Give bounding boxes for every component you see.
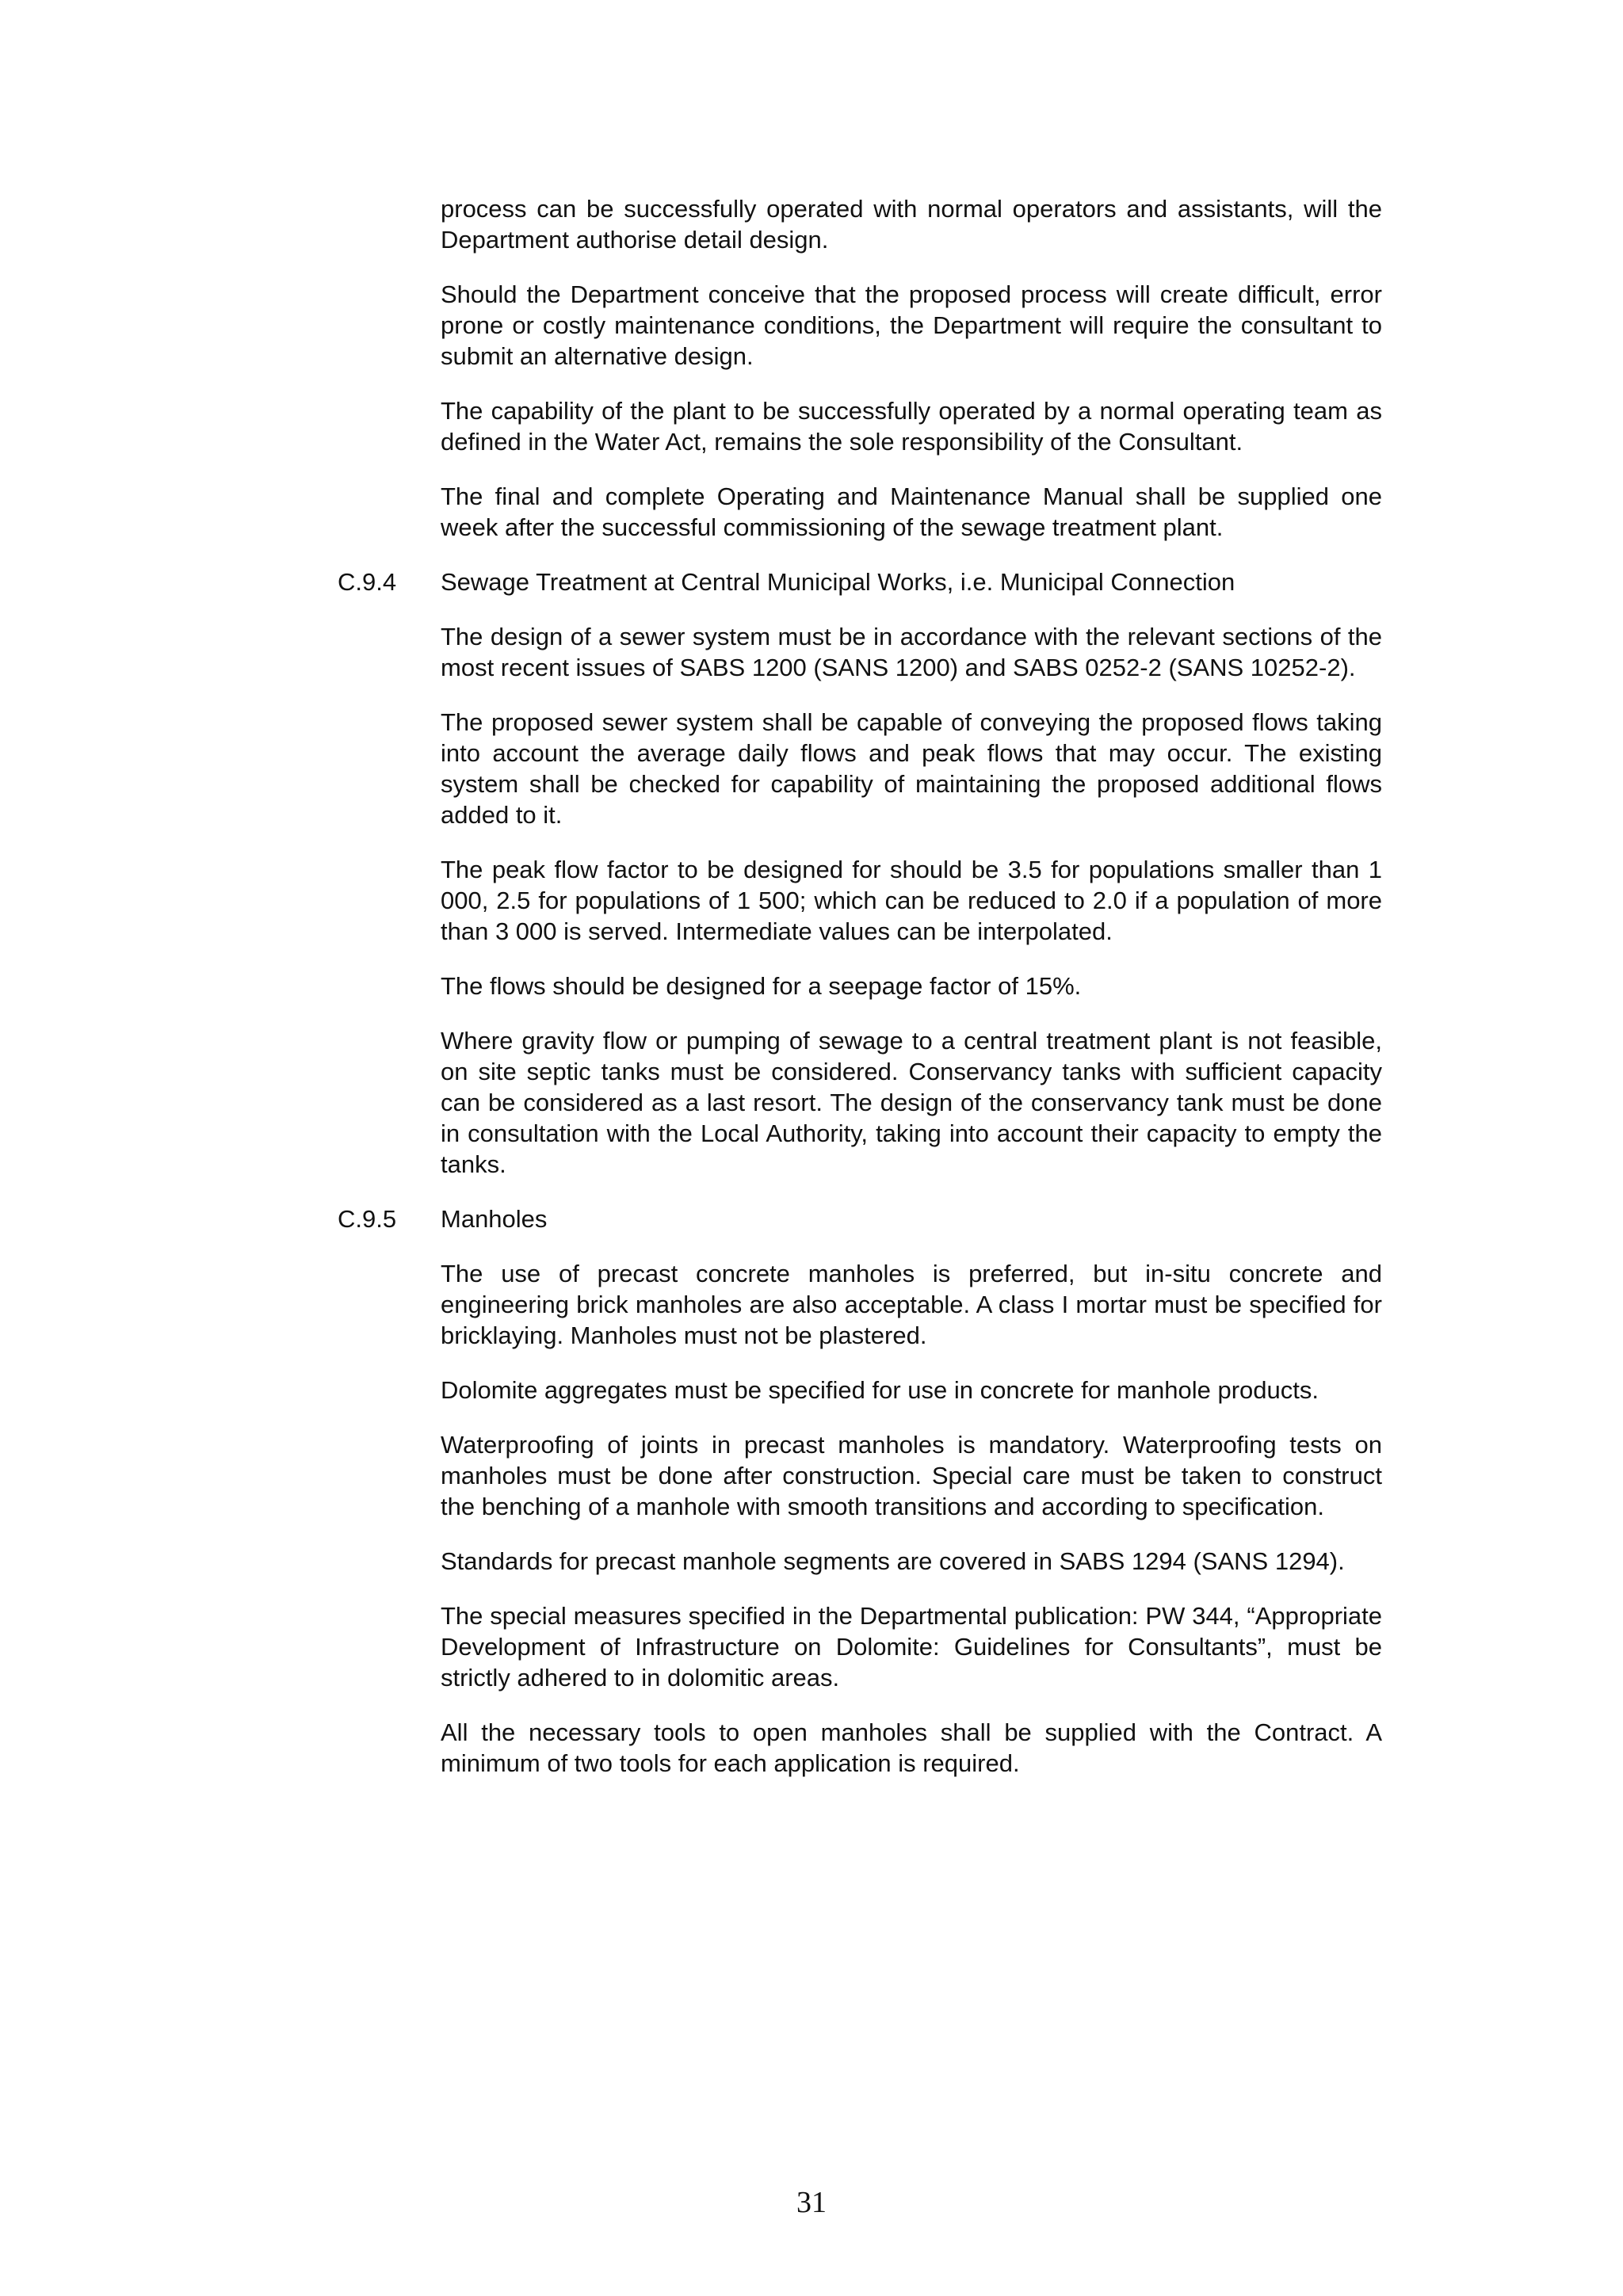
page-number: 31 — [796, 2186, 827, 2219]
paragraph: Dolomite aggregates must be specified for use in concrete for manhole products. — [441, 1376, 1319, 1404]
paragraph: Standards for precast manhole segments are covered in SABS 1294 (SANS 1294). — [441, 1547, 1345, 1575]
paragraph: The capability of the plant to be successfully operated by a normal operating team as defined in the Water Act, remains the sole responsibility of the Consultant. — [441, 397, 1382, 456]
body-text — [338, 193, 1382, 1802]
paragraph: The flows should be designed for a seepage factor of 15%. — [441, 972, 1082, 1000]
paragraph: The design of a sewer system must be in accordance with the relevant sections of the most recent issues of SABS 1200 (SANS 1200) and SABS 0252-2 (SANS 10252-2). — [441, 623, 1382, 681]
paragraph: process can be successfully operated with normal operators and assistants, will the Department authorise detail design. — [441, 195, 1382, 254]
paragraph: The final and complete Operating and Maintenance Manual shall be supplied one week after the successful commissioning of the sewage treatment plant. — [441, 482, 1382, 541]
section-title: Manholes — [441, 1205, 548, 1233]
paragraph: The use of precast concrete manholes is preferred, but in-situ concrete and engineering brick manholes are also acceptable. A class I mortar must be specified for bricklaying. Manholes must not be plastered. — [441, 1260, 1382, 1349]
section-number: C.9.5 — [338, 1205, 397, 1233]
paragraph: The proposed sewer system shall be capable of conveying the proposed flows taking into account the average daily flows and peak flows that may occur. The existing system shall be checked for capability of maintaining the proposed additional flows added to it. — [441, 708, 1382, 829]
paragraph: The peak flow factor to be designed for should be 3.5 for populations smaller than 1 000, 2.5 for populations of 1 500; which can be reduced to 2.0 if a population of more than 3 000 is served. Intermediate values can be interpolated. — [441, 856, 1382, 945]
section-number: C.9.4 — [338, 568, 397, 596]
section-heading-c95 — [338, 1203, 1382, 1234]
section-heading-c94 — [338, 566, 1382, 597]
section-title: Sewage Treatment at Central Municipal Works, i.e. Municipal Connection — [441, 568, 1235, 596]
paragraph: All the necessary tools to open manholes shall be supplied with the Contract. A minimum of two tools for each application is required. — [441, 1718, 1382, 1777]
paragraph: Where gravity flow or pumping of sewage to a central treatment plant is not feasible, on site septic tanks must be considered. Conservancy tanks with sufficient capacity can be considered as a last resort. The design of the conservancy tank must be done in consultation with the Local Authority, taking into account their capacity to empty the tanks. — [441, 1027, 1382, 1178]
paragraph: The special measures specified in the Departmental publication: PW 344, “Appropriate Development of Infrastructure on Dolomite: Guidelines for Consultants”, must be strictly adhered to in dolomitic areas. — [441, 1602, 1382, 1691]
paragraph: Should the Department conceive that the proposed process will create difficult, error prone or costly maintenance conditions, the Department will require the consultant to submit an alternative design. — [441, 280, 1382, 370]
paragraph: Waterproofing of joints in precast manholes is mandatory. Waterproofing tests on manholes must be done after construction. Special care must be taken to construct the benching of a manhole with smooth transitions and according to specification. — [441, 1431, 1382, 1520]
